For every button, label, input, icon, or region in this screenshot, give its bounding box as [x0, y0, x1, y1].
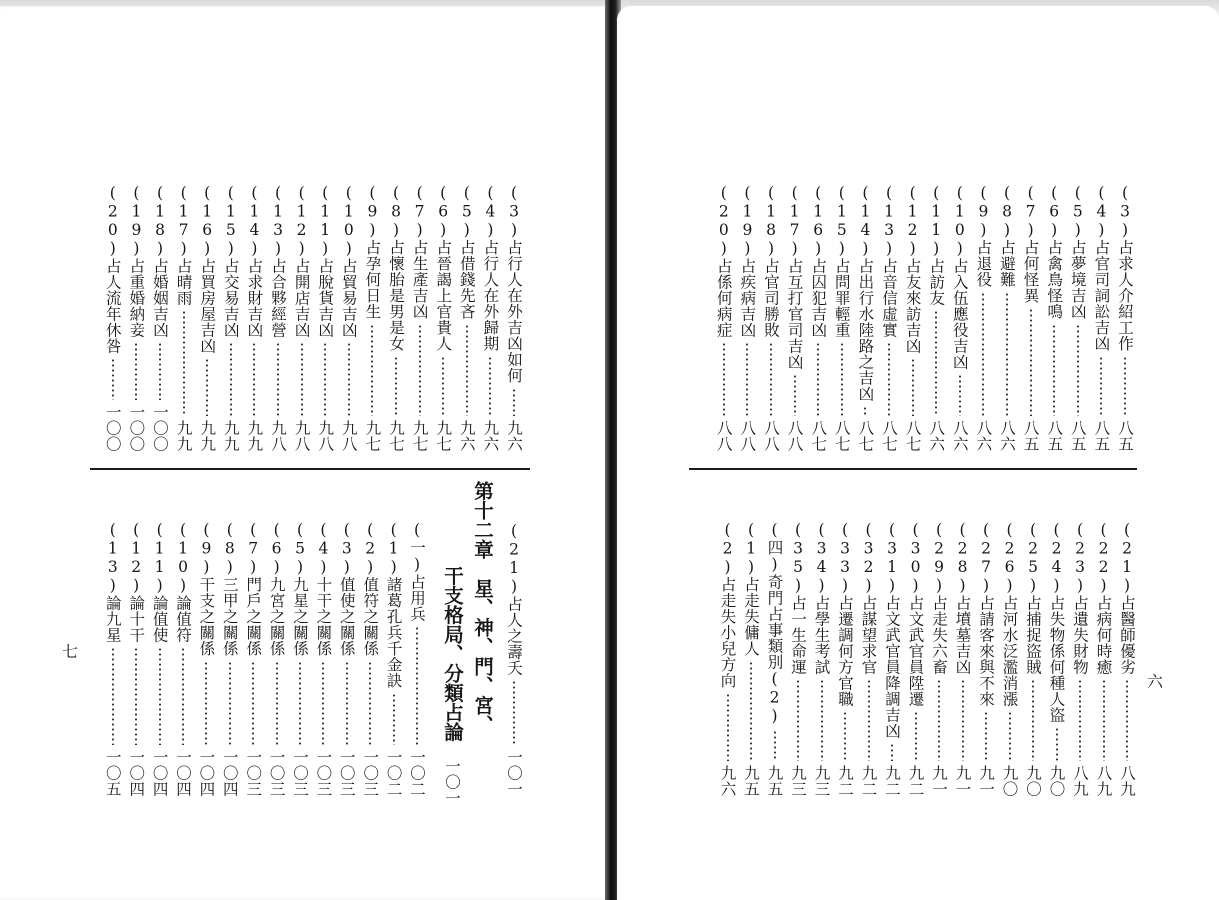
- toc-entry-title: (27)占請客來與不來: [977, 521, 995, 707]
- toc-entry-title: (11)占脫貨吉凶: [316, 184, 335, 338]
- toc-entry: [904, 521, 928, 797]
- toc-page-number: 一〇四: [197, 749, 216, 797]
- dot-leader: [478, 356, 502, 417]
- dot-leader: [172, 310, 196, 416]
- toc-entry-title: (11)論值使: [150, 521, 169, 643]
- toc-entry-title: (2)值符之關係: [361, 521, 380, 657]
- toc-entry-title: (5)占夢境吉凶: [1068, 184, 1087, 320]
- toc-entry-title: (35)占一生命運: [789, 521, 807, 675]
- dot-leader: [1089, 356, 1113, 417]
- toc-entry-title: (30)占文武官員陞遷: [906, 521, 925, 707]
- toc-entry: [716, 521, 740, 797]
- toc-entry: [974, 521, 998, 797]
- toc-entry: [998, 521, 1022, 797]
- toc-entry-title: (13)占音信虛實: [880, 184, 898, 338]
- dot-leader: [833, 711, 857, 761]
- dot-leader: [716, 693, 740, 762]
- toc-entry-title: (7)占何怪異: [1021, 184, 1040, 304]
- toc-entry-title: (4)十干之關係: [314, 521, 333, 657]
- toc-page-number: 八九: [1071, 765, 1089, 797]
- dot-leader: [148, 342, 172, 400]
- dot-leader: [218, 661, 242, 746]
- dot-leader: [290, 342, 314, 416]
- toc-entry: [1068, 521, 1092, 797]
- toc-entry-title: (10)論值符: [174, 521, 192, 643]
- toc-entry: [455, 184, 479, 452]
- dot-leader: [502, 388, 526, 417]
- toc-entry: [194, 521, 218, 797]
- dot-leader: [384, 356, 408, 417]
- toc-entry: [830, 184, 854, 452]
- toc-entry-title: (23)占遺失財物: [1071, 521, 1089, 675]
- dot-leader: [830, 342, 854, 416]
- toc-entry-title: (19)占疾病吉凶: [738, 184, 757, 338]
- dot-leader: [948, 374, 972, 416]
- chapter-12-heading-line1: 第十二章 星、神、門、宮、: [471, 481, 494, 735]
- toc-page-number: 九九: [174, 420, 193, 452]
- toc-entry-title: (4)占官司詞訟吉凶: [1092, 184, 1111, 352]
- dot-leader: [265, 661, 289, 746]
- toc-entry: [405, 521, 429, 797]
- chapter-12-heading-line2: 干支格局、分類占論: [441, 566, 464, 742]
- toc-entry: [995, 184, 1019, 452]
- toc-entry: [1115, 521, 1139, 797]
- toc-entry: [502, 184, 526, 452]
- toc-entry-title: (28)占墳墓吉凶: [953, 521, 972, 675]
- dot-leader: [171, 647, 195, 745]
- right-page-divider: [689, 468, 1137, 470]
- toc-entry-title: (9)干支之關係: [197, 521, 216, 657]
- toc-page-number: 一〇四: [220, 749, 239, 797]
- toc-entry-title: (13)占合夥經營: [269, 184, 287, 338]
- toc-entry-title: (5)九星之關係: [291, 521, 309, 657]
- toc-entry: [712, 184, 736, 452]
- dot-leader: [241, 661, 265, 746]
- dot-leader: [242, 342, 266, 416]
- toc-entry-title: (8)占避難: [998, 184, 1016, 288]
- dot-leader: [313, 342, 337, 416]
- toc-entry-title: (12)論十干: [127, 521, 146, 643]
- toc-page-number: 八五: [1092, 420, 1111, 452]
- dot-leader: [1019, 308, 1043, 417]
- dot-leader: [1068, 679, 1092, 761]
- toc-entry: [219, 184, 243, 452]
- dot-leader: [408, 324, 432, 417]
- toc-entry: [739, 521, 763, 797]
- toc-page-number: 九三: [812, 765, 831, 797]
- toc-page-number: 九八: [292, 420, 311, 452]
- dot-leader: [382, 693, 406, 746]
- toc-entry: [148, 184, 172, 452]
- toc-entry-title: (7)占生產吉凶: [410, 184, 429, 320]
- toc-entry-title: (14)占求財吉凶: [245, 184, 264, 338]
- toc-entry: [266, 184, 290, 452]
- toc-page-number: 八五: [1045, 420, 1064, 452]
- toc-entry-title: (6)占晉謁上官貴人: [434, 184, 453, 352]
- dot-leader: [219, 342, 243, 416]
- toc-entry-title: (16)占買房屋吉凶: [198, 184, 217, 354]
- toc-page-number: 一〇五: [103, 749, 122, 797]
- toc-entry-title: (9)占孕何日生: [363, 184, 382, 320]
- toc-entry-title: (11)占訪友: [927, 184, 946, 306]
- dot-leader: [502, 680, 526, 745]
- dot-leader: [431, 356, 455, 417]
- toc-entry: [1113, 184, 1137, 452]
- toc-page-number: 九九: [198, 420, 217, 452]
- toc-entry-title: (2)占走失小兒方向: [718, 521, 737, 689]
- toc-entry-title: (8)三甲之關係: [220, 521, 239, 657]
- dot-leader: [853, 406, 877, 416]
- toc-entry-title: (20)占係何病症: [714, 184, 733, 338]
- toc-entry-title: (20)占人流年休咎: [103, 184, 122, 354]
- toc-page-number: 一〇三: [267, 749, 286, 797]
- dot-leader: [810, 679, 834, 761]
- toc-entry: [408, 184, 432, 452]
- toc-entry: [924, 184, 948, 452]
- dot-leader: [927, 679, 951, 761]
- dot-leader: [901, 358, 925, 416]
- toc-entry-title: (9)占退役: [974, 184, 993, 288]
- toc-page-number: 一〇二: [384, 749, 403, 797]
- toc-page-number: 九九: [245, 420, 264, 452]
- dot-leader: [101, 358, 125, 400]
- toc-page-number: 一〇三: [337, 749, 356, 797]
- toc-page-number: 八六: [998, 420, 1016, 452]
- toc-entry: [1042, 184, 1066, 452]
- toc-page-number: 八六: [974, 420, 993, 452]
- toc-entry-title: (21)占醫師優劣: [1118, 521, 1136, 675]
- toc-page-number: 八七: [903, 420, 922, 452]
- toc-entry: [951, 521, 975, 797]
- toc-entry-title: (17)占互打官司吉凶: [785, 184, 804, 370]
- toc-entry: [382, 521, 406, 797]
- toc-entry-title: (24)占失物係何種人盜: [1047, 521, 1066, 723]
- toc-page-number: 一〇〇: [103, 404, 122, 452]
- toc-entry: [810, 521, 834, 797]
- toc-entry: [311, 521, 335, 797]
- dot-leader: [1115, 679, 1139, 761]
- toc-entry: [1092, 521, 1116, 797]
- toc-page-number: 一〇三: [291, 749, 309, 797]
- dot-leader: [124, 647, 148, 745]
- dot-leader: [358, 661, 382, 746]
- toc-entry: [171, 521, 195, 797]
- toc-entry-title: (5)占借錢先吝: [457, 184, 476, 320]
- toc-page-number: 八八: [785, 420, 804, 452]
- toc-page-number: 九一: [930, 765, 948, 797]
- toc-page-number: 一〇一: [443, 758, 461, 806]
- dot-leader: [311, 661, 335, 746]
- toc-entry-title: (18)占婚姻吉凶: [151, 184, 169, 338]
- toc-entry-title: (4)占行人在外歸期: [481, 184, 500, 352]
- toc-entry-title: (3)占行人在外吉凶如何: [505, 184, 523, 384]
- toc-entry: [241, 521, 265, 797]
- toc-entry-title: (13)論九星: [103, 521, 122, 643]
- toc-entry: [195, 184, 219, 452]
- toc-page-number: 八七: [880, 420, 898, 452]
- dot-leader: [1045, 727, 1069, 761]
- toc-entry-title: (15)占問罪輕重: [832, 184, 851, 338]
- toc-entry-title: (3)值使之關係: [337, 521, 356, 657]
- toc-entry-title: (1)占走失傭人: [742, 521, 760, 657]
- dot-leader: [739, 661, 763, 762]
- toc-page-number: 一〇三: [244, 749, 263, 797]
- dot-leader: [455, 324, 479, 417]
- toc-page-number: 九七: [410, 420, 429, 452]
- toc-page-number: 九七: [434, 420, 453, 452]
- dot-leader: [195, 358, 219, 416]
- toc-entry: [880, 521, 904, 797]
- toc-page-number: 一〇〇: [151, 404, 169, 452]
- dot-leader: [806, 342, 830, 416]
- toc-entry: [288, 521, 312, 797]
- toc-entry: [124, 184, 148, 452]
- toc-page-number: 九七: [363, 420, 382, 452]
- toc-entry: [148, 521, 172, 797]
- toc-entry-title: (19)占重婚納妾: [127, 184, 146, 338]
- dot-leader: [712, 342, 736, 416]
- toc-entry-title: (15)占交易吉凶: [221, 184, 240, 338]
- dot-leader: [360, 324, 384, 417]
- toc-page-number: 八六: [927, 420, 946, 452]
- toc-entry-title: (10)占貿易吉凶: [339, 184, 358, 338]
- toc-entry-title: (17)占晴雨: [174, 184, 193, 306]
- dot-leader: [971, 292, 995, 417]
- toc-page-number: 九八: [269, 420, 287, 452]
- toc-entry: [384, 184, 408, 452]
- toc-entry: [101, 184, 125, 452]
- toc-page-number: 八七: [809, 420, 828, 452]
- toc-page-number: 一〇四: [150, 749, 169, 797]
- toc-page-number: 九二: [859, 765, 878, 797]
- dot-leader: [763, 730, 787, 762]
- toc-page-number: 九九: [221, 420, 240, 452]
- dot-leader: [1042, 324, 1066, 417]
- toc-entry: [783, 184, 807, 452]
- toc-page-number: 八六: [950, 420, 969, 452]
- toc-page-number: 八八: [762, 420, 780, 452]
- toc-entry-title: (26)占河水泛濫消漲: [1000, 521, 1019, 707]
- toc-entry-title: (10)占入伍應役吉凶: [950, 184, 969, 370]
- toc-page-number: 八八: [738, 420, 757, 452]
- toc-page-number: 八五: [1068, 420, 1087, 452]
- toc-page-number: 九六: [718, 765, 737, 797]
- left-page: [0, 6, 611, 900]
- toc-entry-title: (一)占用兵: [408, 521, 426, 622]
- toc-entry-title: (33)占遷調何方官職: [836, 521, 854, 707]
- toc-page-number: 八八: [714, 420, 733, 452]
- toc-page-number: 八九: [1118, 765, 1136, 797]
- toc-entry: [101, 521, 125, 797]
- toc-entry: [948, 184, 972, 452]
- dot-leader: [337, 342, 361, 416]
- toc-entry: [901, 184, 925, 452]
- dot-leader: [974, 711, 998, 761]
- toc-entry: [1045, 521, 1069, 797]
- dot-leader: [951, 679, 975, 761]
- toc-entry-title: (18)占官司勝敗: [762, 184, 780, 338]
- toc-page-number: 八七: [832, 420, 851, 452]
- toc-page-number: 八五: [1021, 420, 1040, 452]
- toc-page-number: 九五: [742, 765, 760, 797]
- toc-entry-21-longevity: [502, 522, 526, 797]
- toc-entry: [853, 184, 877, 452]
- dot-leader: [1066, 324, 1090, 417]
- toc-entry-title: (8)占懷胎是男是女: [387, 184, 405, 352]
- toc-entry: [478, 184, 502, 452]
- dot-leader: [924, 310, 948, 416]
- toc-page-number: 九〇: [1024, 765, 1042, 797]
- dot-leader: [857, 679, 881, 761]
- dot-leader: [786, 679, 810, 761]
- toc-entry-title: (6)九宮之關係: [267, 521, 286, 657]
- toc-entry-title: (12)占開店吉凶: [292, 184, 311, 338]
- toc-entry: [242, 184, 266, 452]
- toc-page-number: 一〇三: [361, 749, 380, 797]
- toc-entry: [337, 184, 361, 452]
- dot-leader: [998, 711, 1022, 761]
- dot-leader: [288, 661, 312, 746]
- dot-leader: [783, 374, 807, 416]
- toc-entry: [335, 521, 359, 797]
- dot-leader: [124, 342, 148, 400]
- toc-entry-title: (7)門戶之關係: [244, 521, 263, 657]
- toc-entry: [218, 521, 242, 797]
- dot-leader: [995, 292, 1019, 417]
- toc-page-number: 九二: [836, 765, 854, 797]
- dot-leader: [880, 743, 904, 761]
- toc-entry: [313, 184, 337, 452]
- toc-page-number: 九七: [387, 420, 405, 452]
- dot-leader: [904, 711, 928, 761]
- toc-page-number: 八九: [1094, 765, 1113, 797]
- dot-leader: [1021, 679, 1045, 761]
- chapter-12-page: [440, 758, 464, 806]
- toc-entry-title: (3)占求人介紹工作: [1116, 184, 1134, 352]
- toc-page-number: 九〇: [1000, 765, 1019, 797]
- dot-leader: [405, 626, 429, 745]
- toc-entry: [124, 521, 148, 797]
- toc-entry: [806, 184, 830, 452]
- toc-page-number: 八五: [1116, 420, 1134, 452]
- toc-entry: [1089, 184, 1113, 452]
- dot-leader: [735, 342, 759, 416]
- toc-page-number: 一〇二: [408, 749, 426, 797]
- toc-page-number: 九八: [316, 420, 335, 452]
- toc-entry: [877, 184, 901, 452]
- toc-entry: [431, 184, 455, 452]
- dot-leader: [1113, 356, 1137, 417]
- dot-leader: [148, 647, 172, 745]
- toc-page-number: 九〇: [1047, 765, 1066, 797]
- toc-page-number: 一〇〇: [127, 404, 146, 452]
- toc-page-number: 九六: [457, 420, 476, 452]
- toc-entry-title: (29)占走失六畜: [930, 521, 948, 675]
- toc-page-number: 八七: [856, 420, 875, 452]
- toc-page-number: 一〇三: [314, 749, 333, 797]
- toc-entry: [759, 184, 783, 452]
- toc-entry-title: (16)占囚犯吉凶: [809, 184, 828, 338]
- toc-entry-title: (31)占文武官員降調吉凶: [883, 521, 901, 739]
- toc-entry-title: (四)奇門占事類別(2): [765, 521, 784, 726]
- toc-entry: [786, 521, 810, 797]
- page-folio-left: 七: [62, 642, 79, 661]
- dot-leader: [101, 647, 125, 745]
- left-page-divider: [90, 468, 530, 470]
- toc-entry-title: (6)占禽鳥怪鳴: [1045, 184, 1064, 320]
- dot-leader: [194, 661, 218, 746]
- toc-entry-title: (12)占友來訪吉凶: [903, 184, 922, 354]
- dot-leader: [266, 342, 290, 416]
- toc-page-number: 一〇一: [505, 749, 523, 797]
- toc-entry: [360, 184, 384, 452]
- toc-page-number: 九一: [977, 765, 995, 797]
- dot-leader: [335, 661, 359, 746]
- toc-entry-title: (32)占謀望求官: [859, 521, 878, 675]
- toc-entry: [1066, 184, 1090, 452]
- toc-entry-title: (22)占病何時癒: [1094, 521, 1113, 675]
- toc-page-number: 九二: [906, 765, 925, 797]
- dot-leader: [759, 342, 783, 416]
- page-folio-right: 六: [1147, 672, 1164, 691]
- toc-entry: [1021, 521, 1045, 797]
- toc-entry: [857, 521, 881, 797]
- dot-leader: [877, 342, 901, 416]
- toc-entry: [735, 184, 759, 452]
- toc-entry: [265, 521, 289, 797]
- dot-leader: [1092, 679, 1116, 761]
- toc-entry-title: (14)占出行水陸路之吉凶: [856, 184, 875, 402]
- toc-entry-title: (25)占捕捉盜賊: [1024, 521, 1042, 675]
- toc-page-number: 九八: [339, 420, 358, 452]
- toc-page-number: 九五: [765, 765, 784, 797]
- right-page: [617, 6, 1219, 900]
- toc-page-number: 九一: [953, 765, 972, 797]
- toc-entry: [971, 184, 995, 452]
- toc-page-number: 九六: [505, 420, 523, 452]
- toc-entry: [358, 521, 382, 797]
- toc-page-number: 九三: [789, 765, 807, 797]
- toc-page-number: 九六: [481, 420, 500, 452]
- toc-entry: [1019, 184, 1043, 452]
- toc-entry: [290, 184, 314, 452]
- toc-entry-title: (21)占人之壽夭: [505, 522, 523, 676]
- toc-page-number: 一〇四: [127, 749, 146, 797]
- toc-entry: [833, 521, 857, 797]
- toc-page-number: 一〇四: [174, 749, 192, 797]
- toc-entry: [763, 521, 787, 797]
- toc-page-number: 九二: [883, 765, 901, 797]
- toc-entry: [172, 184, 196, 452]
- toc-entry: [927, 521, 951, 797]
- toc-entry-title: (34)占學生考試: [812, 521, 831, 675]
- toc-entry-title: (1)諸葛孔兵千金訣: [384, 521, 403, 689]
